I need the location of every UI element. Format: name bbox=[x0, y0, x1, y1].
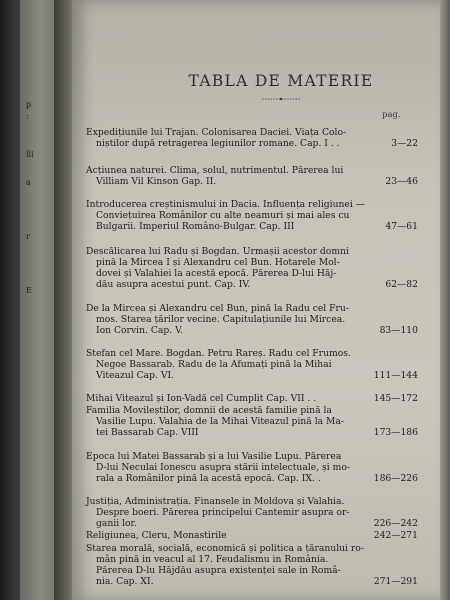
toc-entry-pages: 111—144 bbox=[373, 370, 418, 381]
book-left-edge bbox=[0, 0, 20, 600]
left-page-fragment bbox=[20, 0, 54, 600]
page-title: TABLA DE MATERIE bbox=[188, 72, 374, 90]
toc-entry-pages: 226—242 bbox=[373, 518, 418, 529]
toc-entry-text-line: Familia Movileștilor, domnii de acestă familie pină la bbox=[86, 405, 332, 416]
book-right-edge bbox=[440, 0, 450, 600]
toc-entry-text-line: Ion Corvin. Cap. V. bbox=[96, 325, 184, 336]
toc-entry-text-line: ganii lor. bbox=[96, 518, 137, 529]
page-column-label: pag. bbox=[382, 110, 401, 120]
toc-entry-text-line: rala a Românilor pină la acestă epocă. Cap. IX. . bbox=[96, 473, 321, 484]
toc-entry-text-line: Epoca lui Matei Bassarab și a lui Vasilie Lupu. Părerea bbox=[86, 451, 342, 462]
toc-entry-text-line: Villiam Vil Kinson Gap. II. bbox=[96, 176, 217, 187]
toc-entry-text-line: mân pină in veacul al 17. Feudalismu in România. bbox=[96, 554, 329, 565]
toc-entry-text-line: dovei și Valahiei la acestă epocă. Părerea D-lui Hăj- bbox=[96, 268, 337, 279]
toc-entry-text-line: Vasilie Lupu. Valahia de la Mihai Viteazul pină la Ma- bbox=[96, 416, 345, 427]
toc-entry-text-line: niștilor după retragerea legiunilor romane. Cap. I . . bbox=[96, 138, 340, 149]
toc-entry-pages: 3—22 bbox=[391, 138, 418, 149]
toc-entry-text-line: D-lui Neculai Ionescu asupra stării intelectuale, și mo- bbox=[96, 462, 350, 473]
toc-entry-pages: 145—172 bbox=[373, 393, 418, 404]
toc-entry-pages: 62—82 bbox=[385, 279, 418, 290]
toc-entry-text-line: nia. Cap. XI. bbox=[96, 576, 154, 587]
toc-entry-pages: 83—110 bbox=[379, 325, 418, 336]
toc-entry-pages: 242—271 bbox=[373, 530, 418, 541]
toc-entry-text-line: Bulgarii. Imperiul Româno-Bulgar. Cap. III bbox=[96, 221, 295, 232]
toc-entry-text-line: mos. Starea țărilor vecine. Capitulațiunile lui Mircea. bbox=[96, 314, 346, 325]
toc-entry-text-line: dău asupra acestui punt. Cap. IV. bbox=[96, 279, 251, 290]
left-page-mark: E bbox=[26, 286, 32, 295]
toc-entry-text-line: Despre boeri. Părerea principelui Cantemir asupra or- bbox=[96, 507, 350, 518]
toc-entry-text-line: Stefan cel Mare. Bogdan. Petru Rareș. Radu cel Frumos. bbox=[86, 348, 351, 359]
toc-entry-text-line: Justiția, Administrația. Finansele in Moldova și Valahia. bbox=[86, 496, 345, 507]
toc-entry-pages: 173—186 bbox=[373, 427, 418, 438]
left-page-mark: r bbox=[26, 232, 30, 241]
toc-entry-text-line: De la Mircea și Alexandru cel Bun, pină la Radu cel Fru- bbox=[86, 303, 349, 314]
toc-entry-text-line: Părerea D-lu Hăjdău asupra existenței sale in Româ- bbox=[96, 565, 341, 576]
toc-entry-text-line: Viteazul Cap. VI. bbox=[96, 370, 175, 381]
toc-entry-text-line: Introducerea creștinismului in Dacia. Influența religiunei — bbox=[86, 199, 365, 210]
toc-entry-text-line: Religiunea, Cleru, Monastirile bbox=[86, 530, 227, 541]
left-page-mark: : bbox=[26, 112, 29, 121]
toc-entry-text-line: Acțiunea naturei. Clima, solul, nutrimentul. Părerea lui bbox=[86, 165, 344, 176]
ornament-rule bbox=[258, 95, 304, 103]
toc-entry-text-line: Starea morală, socială, economică și politica a țăranului ro- bbox=[86, 543, 364, 554]
left-page-mark: p bbox=[26, 100, 32, 109]
toc-entry-text-line: pină la Mircea I și Alexandru cel Bun. Hotarele Mol- bbox=[96, 257, 340, 268]
toc-entry-pages: 23—46 bbox=[385, 176, 418, 187]
toc-entry-text-line: Expedițiunile lui Trajan. Colonisarea Daciei. Viața Colo- bbox=[86, 127, 347, 138]
toc-entry-pages: 186—226 bbox=[373, 473, 418, 484]
toc-entry-text-line: Conviețuirea Românilor cu alte neamuri și mai ales cu bbox=[96, 210, 350, 221]
left-page-mark: a bbox=[26, 178, 31, 187]
toc-entry-pages: 271—291 bbox=[373, 576, 418, 587]
toc-entry-pages: 47—61 bbox=[385, 221, 418, 232]
left-page-mark: lli bbox=[26, 150, 34, 159]
toc-entry-text-line: tei Bassarab Cap. VIII bbox=[96, 427, 199, 438]
toc-entry-text-line: Negoe Bassarab. Radu de la Afumați pină la Mihai bbox=[96, 359, 332, 370]
toc-entry-text-line: Mihai Viteazul și Ion-Vadă cel Cumplit Cap. VII . . bbox=[86, 393, 317, 404]
contents-page bbox=[72, 0, 440, 600]
toc-entry-text-line: Descălicarea lui Radu și Bogdan. Urmașii acestor domni bbox=[86, 246, 349, 257]
